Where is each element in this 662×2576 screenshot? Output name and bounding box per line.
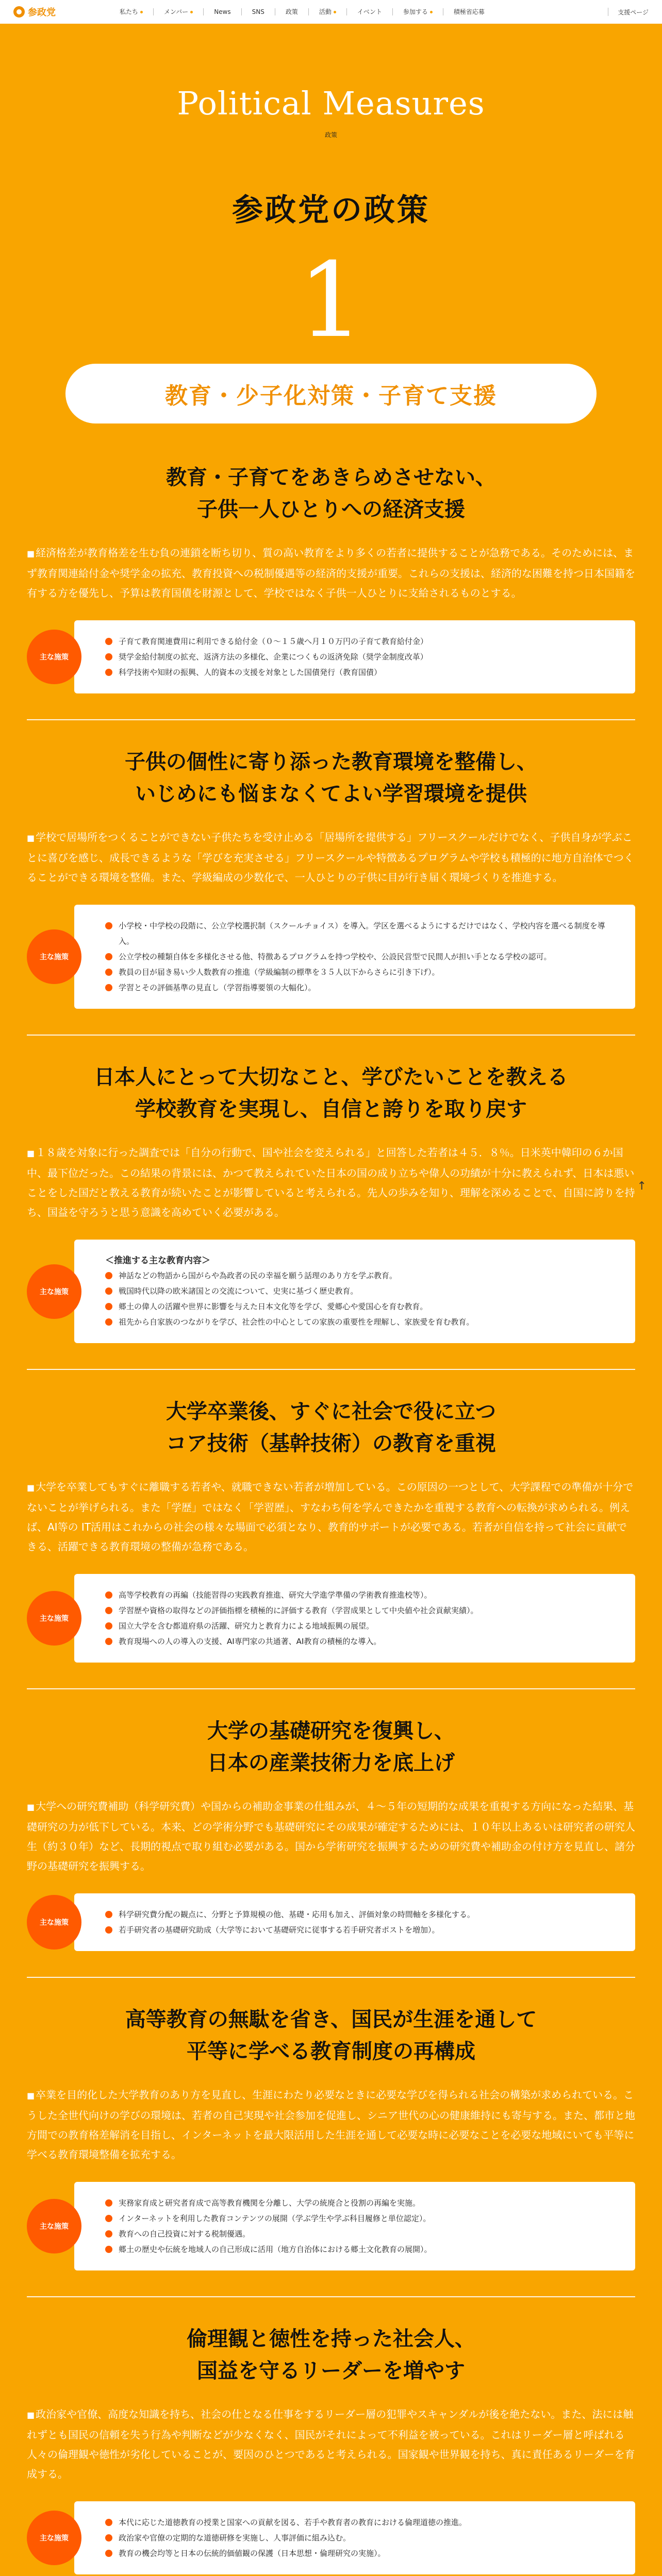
measures-list: [105, 1268, 620, 1330]
section-title: [27, 746, 635, 810]
section-title: [27, 2323, 635, 2387]
arrow-up-icon[interactable]: ↑: [637, 1180, 647, 1193]
section-title-line: 高等教育の無駄を省き、国民が生涯を通して: [125, 2008, 537, 2031]
section-body: ■ 卒業を目的化した大学教育のあり方を見直し、生涯にわたり必要なときに必要な学びを得られる社会の構築が求められている。こうした全世代向けの学びの環境は、若者の自己実現や社会参加を促進し、シニア世代の心の健康維持にも寄与する。また、都市と地方間での教育格差解消を目指し、インターネットを最大限活用した生涯を通して必要な時に必要なことを必要な地域にいても平等に学べる教育環境整備を拡充する。: [27, 2085, 635, 2164]
nav-item-candidate[interactable]: [443, 8, 495, 15]
list-item: 教育の機会均等と日本の伝統的価値観の保護（日本思想・倫理研究の実施）。: [105, 2546, 620, 2561]
hero-en-title: Political Measures: [177, 84, 485, 122]
nav-label: 参加する: [403, 8, 428, 15]
section-divider: [27, 1977, 635, 1978]
section-title: [27, 1396, 635, 1460]
section-title-line: 大学卒業後、すぐに社会で役に立つ: [166, 1400, 496, 1423]
list-item: 科学技術や知財の振興、人的資本の支援を対象とした国債発行（教育国債）: [105, 665, 620, 680]
section-divider: [27, 1369, 635, 1370]
nav-item-activity[interactable]: [309, 8, 347, 15]
section-title: [27, 1715, 635, 1779]
measures-panel: [74, 2182, 635, 2270]
nav-label: 活動: [319, 8, 332, 15]
list-item: 教員の目が届き易い少人数教育の推進（学級編制の標準を３５人以下からさらに引き下げ）。: [105, 964, 620, 980]
policy-section-5: [27, 1715, 635, 1951]
measures-panel: [74, 1240, 635, 1343]
policy-section-6: [27, 2004, 635, 2270]
hero-subtitle: 政策: [324, 131, 337, 139]
measures-panel: [74, 1893, 635, 1951]
list-item: 神話などの物語から国がらや為政者の民の幸福を願う話理のあり方を学ぶ教育。: [105, 1268, 620, 1283]
list-item: 公立学校の種類自体を多様化させる他、特徴あるプログラムを持つ学校や、公設民営型で民間人が担い手となる学校の認可。: [105, 949, 620, 964]
measures-badge: 主な施策: [27, 1895, 81, 1950]
section-body: ■ 政治家や官僚、高度な知識を持ち、社会の仕となる仕事をするリーダー層の犯罪やスキャンダルが後を絶たない。また、法には触れずとも国民の信頼を失う行為や判断などが少なくなく、国民がそれによって不利益を被っている。これはリーダー層と呼ばれる人々の倫理観や徳性が劣化していることが、要因のひとつであると考えられる。国家観や世界観を持ち、真に責任あるリーダーを育成する。: [27, 2404, 635, 2484]
site-header: [0, 0, 662, 24]
measures-heading: ＜推進する主な教育内容＞: [105, 1256, 210, 1266]
nav-item-policy[interactable]: [275, 8, 309, 15]
list-item: 本代に応じた道徳教育の授業と国家への貢献を図る、若手や教育者の教育における倫理道徳の推進。: [105, 2515, 620, 2530]
logo-mark-icon: [13, 6, 25, 18]
measures-box: [27, 905, 635, 1009]
measures-list: [105, 634, 620, 680]
main-nav: [109, 8, 495, 15]
section-title-line: 子供の個性に寄り添った教育環境を整備し、: [125, 750, 537, 774]
policy-section-2: [27, 746, 635, 1009]
measures-panel: [74, 905, 635, 1009]
list-item: 高等学校教育の再編（技能習得の実践教育推進、研究大学進学準備の学術教育推進校等）。: [105, 1587, 620, 1603]
list-item: 若手研究者の基礎研究助成（大学等において基礎研究に従事する若手研究者ポストを増加）。: [105, 1922, 620, 1938]
measures-box: [27, 2501, 635, 2574]
nav-label: 私たち: [120, 8, 139, 15]
site-logo[interactable]: [13, 5, 96, 19]
nav-item-news[interactable]: [204, 8, 241, 15]
measures-panel: [74, 1574, 635, 1663]
policy-section-1: [27, 462, 635, 693]
list-item: 郷土の偉人の活躍や世界に影響を与えた日本文化等を学び、愛郷心や愛国心を育む教育。: [105, 1299, 620, 1314]
section-body: ■ 経済格差が教育格差を生む負の連鎖を断ち切り、質の高い教育をより多くの若者に提供することが急務である。そのためには、まず教育関連給付金や奨学金の拡充、教育投資への税制優遇等の経済的支援が重要。これらの支援は、経済的な困難を持つ日本国籍を有する方を優先し、予算は教育国債を財源として、学校ではなく子供一人ひとりに支給されるものとする。: [27, 543, 635, 603]
measures-list: [105, 2195, 620, 2257]
section-body: ■ 大学を卒業してもすぐに離職する若者や、就職できない若者が増加している。この原因の一つとして、大学課程での準備が十分でないことが挙げられる。また「学歴」ではなく「学習歴」、すなわち何を学んできたかを重視する教育への転換が求められる。例えば、AI等の IT活用はこれからの社会の様々な場面で必須となり、教育的サポートが必要である。若者が自信を持って社会に貢献できる、活躍できる教育環境の整備が急務である。: [27, 1477, 635, 1556]
measures-badge: 主な施策: [27, 2199, 81, 2253]
measures-badge: 主な施策: [27, 1264, 81, 1319]
section-title-line: 子供一人ひとりへの経済支援: [197, 498, 465, 521]
measures-badge: 主な施策: [27, 929, 81, 984]
nav-label: メンバー: [164, 8, 189, 15]
support-page-link[interactable]: 支援ページ: [618, 8, 649, 16]
measures-box: [27, 620, 635, 693]
list-item: 祖先から自家族のつながりを学び、社会性の中心としての家族の重要性を理解し、家族愛を育む教育。: [105, 1314, 620, 1330]
list-item: インターネットを利用した教育コンテンツの展開（学ぶ学生や学ぶ科目履修と単位認定）。: [105, 2211, 620, 2226]
section-title-line: 学校教育を実現し、自信と誇りを取り戻す: [135, 1097, 527, 1121]
nav-item-event[interactable]: [347, 8, 393, 15]
policy-section-3: [27, 1061, 635, 1343]
nav-label: 政策: [285, 8, 298, 15]
list-item: 学習歴や資格の取得などの評価指標を積極的に評価する教育（学習成果として中央値や社会貢献実績）。: [105, 1603, 620, 1618]
section-title-line: 日本人にとって大切なこと、学びたいことを教える: [94, 1065, 568, 1089]
section-divider: [27, 719, 635, 720]
measures-badge: 主な施策: [27, 1591, 81, 1646]
section-divider: [27, 1688, 635, 1689]
measures-box: [27, 1574, 635, 1663]
nav-label: イベント: [357, 8, 382, 15]
section-title-line: 大学の基礎研究を復興し、: [207, 1719, 455, 1743]
list-item: 学習とその評価基準の見直し（学習指導要領の大幅化）。: [105, 980, 620, 995]
header-right: [608, 8, 649, 16]
section-title-line: 教育・子育てをあきらめさせない、: [166, 466, 496, 489]
nav-label: 積極省応募: [453, 8, 485, 15]
section-title-line: 国益を守るリーダーを増やす: [197, 2359, 465, 2383]
measures-box: [27, 2182, 635, 2270]
hero: [0, 24, 662, 423]
policy-section-4: [27, 1396, 635, 1663]
list-item: 実務家育成と研究者育成で高等教育機関を分離し、大学の統廃合と役割の再編を実施。: [105, 2195, 620, 2211]
section-body: ■ 学校で居場所をつくることができない子供たちを受け止める「居場所を提供する」フリースクールだけでなく、子供自身が学ぶことに喜びを感じ、成長できるような「学びを充実させる」フリースクールや特徴あるプログラムや学校も積極的に地方自治体でつくることができる環境を整備。また、学級編成の少数化で、一人ひとりの子供に目が行き届く環境づくりを推進する。: [27, 827, 635, 887]
list-item: 国立大学を含む都道府県の活躍、研究力と教育力による地域振興の展望。: [105, 1618, 620, 1634]
section-title-line: 平等に学べる教育制度の再構成: [187, 2040, 475, 2063]
section-body: ■ １８歳を対象に行った調査では「自分の行動で、国や社会を変えられる」と回答した若者は４５．８％。日米英中韓印の６か国中、最下位だった。この結果の背景には、かつて教えられていた日本の国の成り立ちや偉人の功績が十分に教えられず、日本は悪いことをした国だと教える教育が続いたことが影響していると考えられる。先人の歩みを知り、理解を深めることで、自国に誇りを持ち、国益を守ろうと思う意識を高めていく必要がある。: [27, 1143, 635, 1222]
list-item: 小学校・中学校の段階に、公立学校選択制（スクールチョイス）を導入。学区を選べるようにするだけではなく、学校内容を選べる制度を導入。: [105, 918, 620, 949]
policy-section-7: [27, 2323, 635, 2574]
measures-list: [105, 918, 620, 995]
dropdown-dot-icon: [430, 11, 433, 13]
measures-box: [27, 1240, 635, 1343]
section-divider: [27, 2296, 635, 2297]
logo-text: 参政党: [28, 7, 56, 18]
measures-badge: 主な施策: [27, 630, 81, 684]
nav-item-members[interactable]: [154, 8, 204, 15]
measures-panel: [74, 2501, 635, 2574]
nav-label: SNS: [252, 8, 264, 15]
nav-item-about[interactable]: [109, 8, 154, 15]
list-item: 奨学金給付制度の拡充、返済方法の多様化、企業につくもの返済免除（奨学金制度改革）: [105, 649, 620, 665]
measures-list: [105, 2515, 620, 2561]
list-item: 郷土の歴史や伝統を地域人の自己形成に活用（地方自治体における郷土文化教育の展開）。: [105, 2242, 620, 2257]
measures-panel: [74, 620, 635, 693]
nav-item-sns[interactable]: [242, 8, 275, 15]
measures-box: [27, 1893, 635, 1951]
list-item: 子育て教育関連費用に利用できる給付金（０～１５歳へ月１０万円の子育て教育給付金）: [105, 634, 620, 649]
nav-item-join[interactable]: [393, 8, 443, 15]
nav-label: News: [214, 8, 231, 15]
section-title-line: 倫理観と徳性を持った社会人、: [187, 2327, 475, 2351]
dropdown-dot-icon: [140, 11, 143, 13]
section-title: [27, 1061, 635, 1125]
list-item: 政治家や官僚の定期的な道徳研修を実施し、人事評価に組み込む。: [105, 2530, 620, 2546]
section-title-line: コア技術（基幹技術）の教育を重視: [166, 1432, 496, 1455]
dropdown-dot-icon: [334, 11, 336, 13]
list-item: 戦国時代以降の欧米諸国との交流について、史実に基づく歴史教育。: [105, 1283, 620, 1299]
section-divider: [27, 1035, 635, 1036]
list-item: 科学研究費分配の観点に、分野と予算規模の他、基礎・応用も加え、評価対象の時間軸を多様化する。: [105, 1907, 620, 1922]
policy-category-pill: 教育・少子化対策・子育て支援: [65, 364, 597, 423]
measures-list: [105, 1587, 620, 1649]
measures-badge: 主な施策: [27, 2511, 81, 2565]
dropdown-dot-icon: [190, 11, 193, 13]
section-title: [27, 2004, 635, 2067]
policy-number: 1: [298, 241, 364, 361]
list-item: 教育への自己投資に対する税制優遇。: [105, 2226, 620, 2242]
page-title: 参政党の政策: [232, 192, 430, 228]
section-body: ■ 大学への研究費補助（科学研究費）や国からの補助金事業の仕組みが、４～５年の短期的な成果を重視する方向になった結果、基礎研究の力が低下している。本来、どの学術分野でも基礎研究にその成果が確定するためには、１０年以上あるいは研究者の研究人生（約３０年）など、長期的視点で取り組む必要がある。国から学術研究を振興するための研究費や補助金の付け方を見直し、諸分野の基礎研究を振興する。: [27, 1797, 635, 1876]
list-item: 教育現場への人の導入の支援、AI専門家の共通著、AI教育の積極的な導入。: [105, 1634, 620, 1649]
section-title-line: いじめにも悩まなくてよい学習環境を提供: [135, 782, 527, 806]
section-title-line: 日本の産業技術力を底上げ: [207, 1751, 455, 1775]
measures-list: [105, 1907, 620, 1938]
section-title: [27, 462, 635, 526]
